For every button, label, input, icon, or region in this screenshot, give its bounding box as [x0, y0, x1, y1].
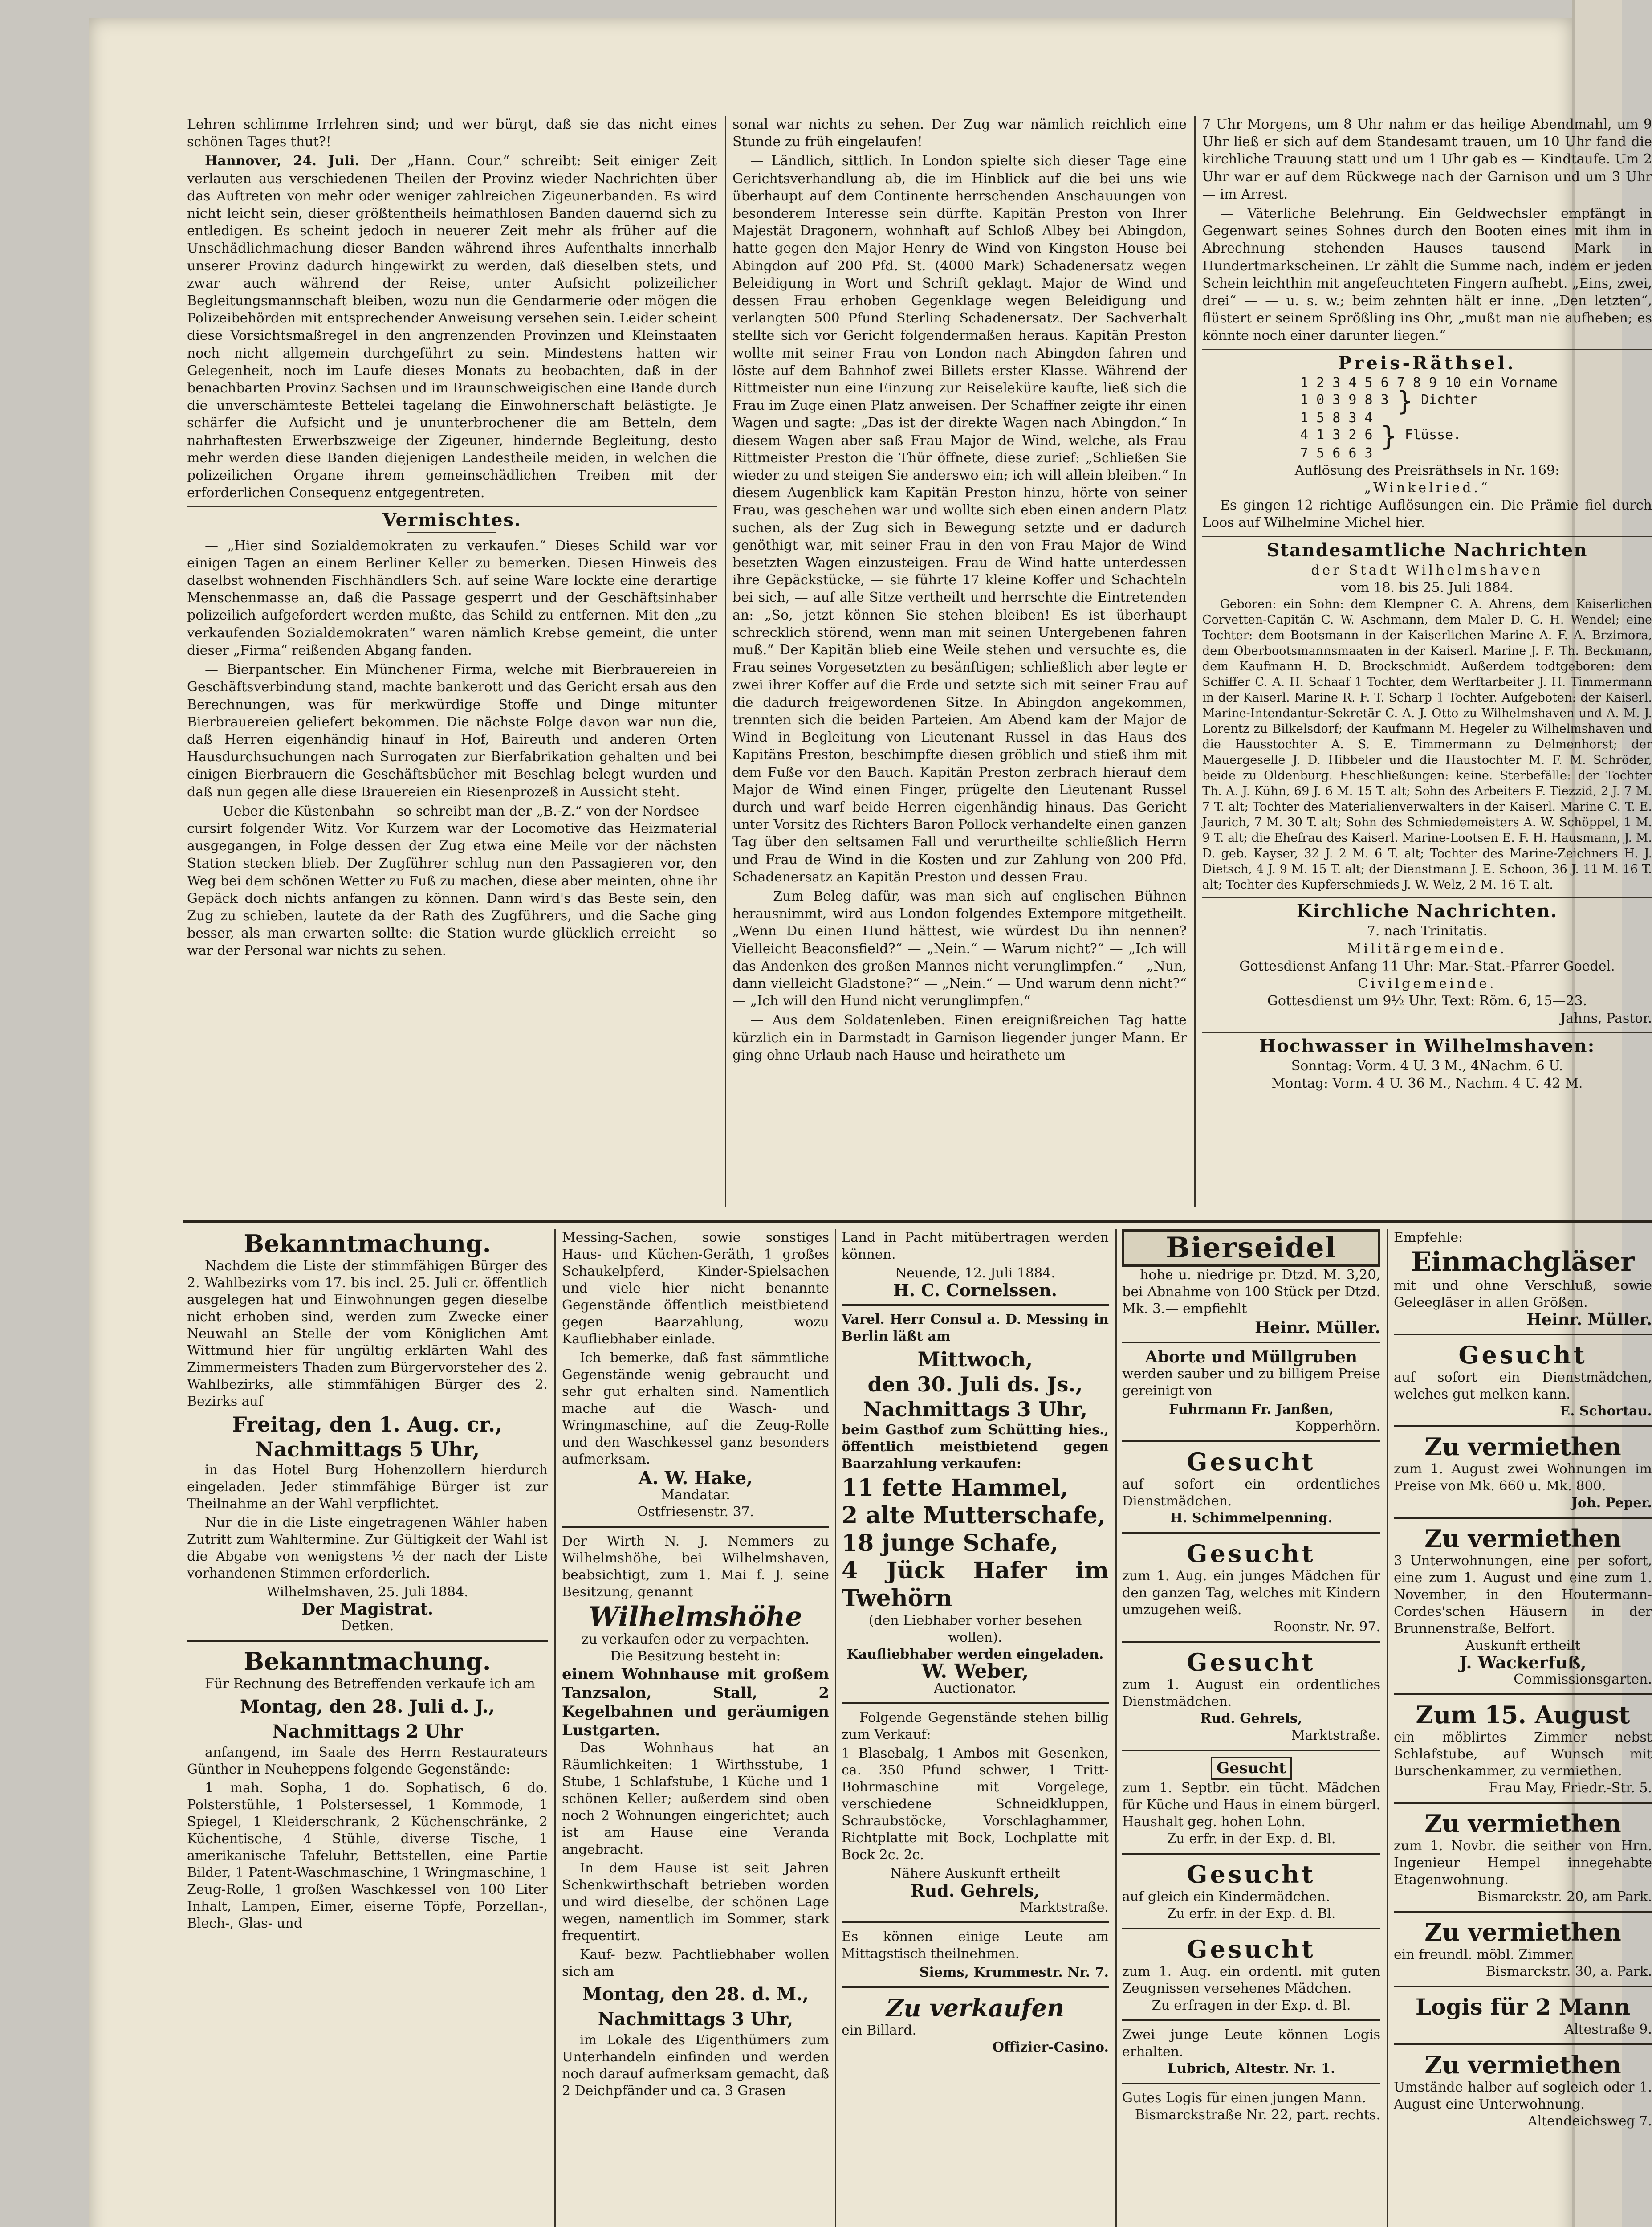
- ad-text: beim Gasthof zum Schütting hies., öffentlich meistbietend gegen Baarzahlung verkaufen:: [842, 1422, 1109, 1472]
- ad-item: 2 alte Mutterschafe,: [842, 1502, 1106, 1529]
- kirch-mil-text: Gottesdienst Anfang 11 Uhr: Mar.-Stat.-Pfarrer Goedel.: [1239, 958, 1615, 974]
- riddle-line: 1 5 8 3 4: [1300, 410, 1373, 426]
- ad-title-gesucht: Gesucht: [1187, 1448, 1316, 1476]
- ad-note: (den Liebhaber vorher besehen wollen).: [868, 1613, 1082, 1645]
- ad-name: Rud. Gehrels,: [911, 1880, 1040, 1901]
- ad-separator: [1122, 1853, 1380, 1855]
- ad-place: Wilhelmshaven, 25. Juli 1884.: [266, 1584, 468, 1600]
- ad-date: den 30. Juli ds. Js.,: [867, 1372, 1083, 1396]
- kirch-title: Kirchliche Nachrichten.: [1296, 901, 1558, 922]
- article-soldatenleben: — Aus dem Soldatenleben. Einen ereignißreichen Tag hatte kürzlich ein in Darmstadt in Garnison liegender junger Mann. Er ging ohne Urlaub nach Hause und heirathete um: [732, 1012, 1187, 1063]
- article-buehnen: — Zum Beleg dafür, was man sich auf englischen Bühnen herausnimmt, wird aus London folgendes Extempore mitgetheilt. „Wenn Du einen Hund hättest, wie würdest Du ihn nennen? Vielleicht Beaconsfield?“ — „Nein.“ — Warum nicht?“ — „Ich will das Andenken des großen Mannes nicht verunglimpfen.“ — „Nun, dann vielleicht Gladstone?“ — „Nein.“ — Und warum denn nicht?“ — „Ich will den Hund nicht verunglimpfen.“: [732, 888, 1187, 1009]
- ad-text: auf gleich ein Kindermädchen.: [1122, 1889, 1330, 1905]
- ad-title-gesucht: Gesucht: [1187, 1935, 1316, 1963]
- ad-name: Joh. Peper.: [1571, 1495, 1652, 1511]
- ad-title-bierseidel: Bierseidel: [1122, 1229, 1380, 1267]
- ad-title-aborte: Aborte und Müllgruben: [1145, 1348, 1358, 1366]
- ad-text: 1 mah. Sopha, 1 do. Sophatisch, 6 do. Polsterstühle, 1 Polstersessel, 1 Kommode, 1 Spiegel, 1 Kleiderschrank, 2 Küchenschränke, 2 Küchentische, 4 Stühle, diverse Tische, 1 amerikanische Tafeluhr, Bettstellen, eine Partie Bilder, 1 Patent-Waschmaschine, 1 Wringmaschine, 1 Zeug-Rolle, 1 großen Waschkessel von 100 Liter Inhalt, Lampen, Eimer, eiserne Töpfe, Porzellan-, Blech-, Glas- und: [187, 1780, 548, 1931]
- ad-name: H. Schimmelpenning.: [1170, 1510, 1333, 1526]
- ad-address: Kopperhörn.: [1295, 1419, 1380, 1434]
- ad-separator: [1394, 1802, 1652, 1804]
- section-title-vermischtes: Vermischtes.: [382, 510, 521, 531]
- ads-separator: [183, 1220, 1652, 1223]
- ad-text: zum 1. August zwei Wohnungen im Preise von Mk. 660 u. Mk. 800.: [1394, 1461, 1652, 1494]
- ad-text: mit und ohne Verschluß, sowie Geleegläser in allen Größen.: [1394, 1278, 1652, 1310]
- ad-name: A. W. Hake,: [638, 1468, 753, 1489]
- ad-head: Empfehle:: [1394, 1230, 1463, 1245]
- ad-separator: [187, 1640, 548, 1642]
- ad-address: Bismarckstraße Nr. 22, part. rechts.: [1135, 2107, 1380, 2123]
- ad-text: Das Wohnhaus hat an Räumlichkeiten: 1 Wirthsstube, 1 Stube, 1 Schlafstube, 1 Küche und 1 schönen Keller; außerdem sind oben noch 2 Wohnungen eingerichtet; auch ist am Hause eine Veranda angebracht.: [562, 1740, 829, 1857]
- ad-address: Zu erfr. in der Exp. d. Bl.: [1167, 1831, 1336, 1847]
- ad-text: auf sofort ein Dienstmädchen, welches gut melken kann.: [1394, 1370, 1652, 1402]
- ad-title-zu-vermiethen: Zu vermiethen: [1424, 1524, 1621, 1553]
- ad-name: J. Wackerfuß,: [1459, 1652, 1587, 1672]
- ad-text: hohe u. niedrige pr. Dtzd. M. 3,20, bei Abnahme von 100 Stück per Dtzd. Mk. 3.— empfiehlt: [1122, 1267, 1380, 1317]
- ad-signature-name: Detken.: [341, 1618, 394, 1634]
- ad-address: Bismarckstr. 30, a. Park.: [1485, 1964, 1652, 1979]
- ad-name: E. Schortau.: [1560, 1403, 1652, 1419]
- ad-day: Mittwoch,: [917, 1347, 1033, 1371]
- ad-place: Neuende, 12. Juli 1884.: [895, 1265, 1055, 1281]
- ad-text: Kauf- bezw. Pachtliebhaber wollen sich am: [562, 1947, 829, 1979]
- ad-text: ein Billard.: [842, 2023, 917, 2038]
- ads-column-b: [562, 1229, 829, 2227]
- kirch-civ: Civilgemeinde.: [1358, 976, 1497, 992]
- ad-address: Zu erfr. in der Exp. d. Bl.: [1167, 1906, 1336, 1921]
- ad-address: Bismarckstr. 20, am Park.: [1477, 1889, 1652, 1905]
- column-1: [187, 116, 717, 1207]
- divider: [1202, 536, 1652, 537]
- ad-text: ein freundl. möbl. Zimmer.: [1394, 1947, 1575, 1962]
- ad-title-bekanntmachung: Bekanntmachung.: [244, 1647, 491, 1676]
- article-bierpantscher: — Bierpantscher. Ein Münchener Firma, welche mit Bierbrauereien in Geschäftsverbindung stand, machte bankerott und das Gericht ersah aus den Berechnungen, was für merkwürdige Stoffe und Dinge mitunter Bierbrauereien geliefert bekommen. Die nächste Folge davon war nun die, daß Herren eigenhändig hinauf in Hof, Baireuth und anderen Orten Hausdurchsuchungen nach Surrogaten zur Bierfabrikation gehalten und bei einigen Bierbrauern die Geschäftsbücher mit Beschlag belegt wurden und daß nun gegen alle diese Brauereien ein Riesenprozeß in Aussicht steht.: [187, 662, 717, 800]
- standes-text: Geboren: ein Sohn: dem Klempner C. A. Ahrens, dem Kaiserlichen Corvetten-Capitän C. W. Aschmann, dem Maler D. G. H. Wendel; eine Tochter: dem Bootsmann in der Kaiserlichen Marine A. F. A. Brzimora, dem Oberbootsmannsmaaten in der Kaiserl. Marine J. F. Th. Beckmann, dem Kaufmann H. D. Brockschmidt. Außerdem todtgeboren: dem Schiffer C. A. H. Schaaf 1 Tochter, dem Werftarbeiter J. H. Timmermann in der Kaiserl. Marine R. F. T. Scharp 1 Tochter. Aufgeboten: der Kaiserl. Marine-Intendantur-Sekretär C. A. J. Otto zu Wilhelmshaven und A. M. J. Lorentz zu Bilkelsdorf; der Kaufmann M. Hegeler zu Wilhelmshaven und die Hausstochter A. S. E. Timmermann zu Delmenhorst; der Mauergeselle J. D. Hibbeler und die Haustochter M. F. M. Schröder, beide zu Oldenburg. Eheschließungen: keine. Sterbefälle: der Tochter Th. A. J. Kühn, 69 J. 6 M. 15 T. alt; Sohn des Arbeiters F. Tiezzid, 2 J. 7 M. 7 T. alt; Tochter des Materialienverwalters in der Kaiserl. Marine C. T. E. Jaurich, 7 M. 30 T. alt; Sohn des Schmiedemeisters A. W. Schöppel, 1 M. 9 T. alt; die Ehefrau des Kaiserl. Marine-Lootsen E. F. H. Hausmann, J. M. D. geb. Kayser, 32 J. 2 M. 6 T. alt; Tochter des Marine-Zeichners H. J. Dietsch, 4 J. 9 M. 15 T. alt; der Dienstmann J. E. Schoon, 36 J. 11 M. 16 T. alt; Tochter des Kupferschmieds J. W. Welz, 2 M. 16 T. alt.: [1202, 597, 1652, 892]
- column-3: [1202, 116, 1652, 1207]
- ad-separator: [842, 1986, 1109, 1988]
- ad-title-logis: Logis für 2 Mann: [1415, 1994, 1631, 2020]
- ad-item: 11 fette Hammel,: [842, 1474, 1068, 1501]
- ad-text: zum 1. Novbr. die seither von Hrn. Ingenieur Hempel innegehabte Etagenwohnung.: [1394, 1838, 1652, 1888]
- ad-name: Heinr. Müller.: [1255, 1318, 1380, 1337]
- ad-text: ein möblirtes Zimmer nebst Schlafstube, auf Wunsch mit Burschenkammer, zu vermiethen.: [1394, 1729, 1652, 1779]
- ad-title-bekanntmachung: Bekanntmachung.: [244, 1229, 491, 1258]
- ad-title-gesucht: Gesucht: [1187, 1648, 1316, 1676]
- ad-separator: [1394, 1517, 1652, 1519]
- article-kuestenbahn: — Ueber die Küstenbahn — so schreibt man der „B.-Z.“ von der Nordsee — cursirt folgender Witz. Vor Kurzem war der Locomotive das Heizmaterial ausgegangen, in Folge dessen der Zug etwa eine Meile vor der nächsten Station stecken blieb. Der Zugführer schlug nun den Passagieren vor, den Weg bei dem schönen Wetter zu Fuß zu machen, diese aber meinten, ohne ihr Gepäck doch nichts anfangen zu können. Dann wird's das Beste sein, den Zug zu schieben, lautete da der Rath des Zugführers, und die Sache ging besser, als man erwarten sollte: die Station wurde glücklich erreicht — so war der Personal war nichts zu sehen.: [187, 803, 717, 959]
- ad-text: werden sauber und zu billigem Preise gereinigt von: [1122, 1366, 1380, 1399]
- ad-text: Die Besitzung besteht in:: [610, 1648, 781, 1664]
- ad-text: Land in Pacht mitübertragen werden können.: [842, 1230, 1109, 1262]
- ad-address: Ostfriesenstr. 37.: [637, 1504, 754, 1520]
- ad-text: In dem Hause ist seit Jahren Schenkwirthschaft betrieben worden und wird dieselbe, der schönen Lage wegen, namentlich im Sommer, stark frequentirt.: [562, 1860, 829, 1944]
- ad-separator: [1122, 1750, 1380, 1751]
- kirch-mil: Militärgemeinde.: [1347, 941, 1507, 957]
- kirch-civ-text: Gottesdienst um 9½ Uhr. Text: Röm. 6, 15—23.: [1267, 993, 1587, 1009]
- ad-text: Kaufliebhaber werden eingeladen.: [846, 1647, 1104, 1662]
- divider: [187, 506, 717, 507]
- riddle-grid: [1202, 375, 1652, 462]
- newspaper-page: [89, 18, 1652, 2227]
- divider: [1202, 349, 1652, 350]
- ad-separator: [842, 1702, 1109, 1704]
- ad-signature: Der Magistrat.: [301, 1600, 433, 1619]
- ad-name: H. C. Cornelssen.: [893, 1280, 1058, 1300]
- ad-item: 4 Jück Hafer im Twehörn: [842, 1557, 1109, 1612]
- ad-text: 3 Unterwohnungen, eine per sofort, eine zum 1. August und eine zum 1. November, in den Houtermann-Cordes'schen Häusern in der Brunnenstraße, Belfort.: [1394, 1553, 1652, 1636]
- ad-text: anfangend, im Saale des Herrn Restaurateurs Günther in Neuheppens folgende Gegenstände:: [187, 1745, 548, 1777]
- hochwasser-line-1: Sonntag: Vorm. 4 U. 3 M., 4Nachm. 6 U.: [1291, 1058, 1563, 1074]
- kirch-pastor: Jahns, Pastor.: [1560, 1011, 1652, 1027]
- ad-title-gesucht: Gesucht: [1122, 1757, 1380, 1780]
- ad-text: Es können einige Leute am Mittagstisch theilnehmen.: [842, 1929, 1109, 1962]
- riddle-line: 1 0 3 9 8 3 } Dichter: [1300, 385, 1477, 417]
- ad-text: zum 1. August ein ordentliches Dienstmädchen.: [1122, 1677, 1380, 1709]
- ad-text: Umstände halber auf sogleich oder 1. August eine Unterwohnung.: [1394, 2080, 1652, 2112]
- riddle-solution: Auflösung des Preisräthsels in Nr. 169:: [1294, 462, 1560, 478]
- ad-text: Nachdem die Liste der stimmfähigen Bürger des 2. Wahlbezirks vom 17. bis incl. 25. Juli cr. öffentlich ausgelegen hat und Einwohnungen gegen dieselbe nicht erhoben sind, werden zum Zwecke einer Neuwahl an Stelle der vom Königlichen Amt Wittmund hier für ungültig erklärten Wahl des Zimmermeisters Thaden zum Bürgervorsteher des 2. Wahlbezirks, alle stimmfähigen Bürger des 2. Bezirks auf: [187, 1258, 548, 1409]
- ad-separator: [1394, 1693, 1652, 1695]
- ad-date: Montag, den 28. Juli d. J.,: [240, 1696, 495, 1717]
- ad-address: Altendeichsweg 7.: [1527, 2113, 1652, 2129]
- ad-name: Fuhrmann Fr. Janßen,: [1169, 1402, 1334, 1417]
- ads-rule: [835, 1229, 836, 2227]
- ad-time: Nachmittags 3 Uhr,: [598, 2009, 793, 2030]
- ad-separator: [1122, 2083, 1380, 2084]
- column-rule: [1194, 116, 1196, 1207]
- ad-text: Auskunft ertheilt: [1465, 1638, 1581, 1653]
- ads-rule: [1387, 1229, 1388, 2227]
- ad-text: in das Hotel Burg Hohenzollern hierdurch eingeladen. Jeder stimmfähige Bürger ist zur Theilnahme an der Wahl verpflichtet.: [187, 1462, 548, 1512]
- ads-column-e: [1394, 1229, 1652, 2227]
- ad-time: Nachmittags 5 Uhr,: [255, 1437, 480, 1461]
- ad-address: Marktstraße.: [1291, 1728, 1380, 1743]
- ad-title-zu-vermiethen: Zu vermiethen: [1424, 1432, 1621, 1461]
- article-belehrung: — Väterliche Belehrung. Ein Geldwechsler empfängt in Gegenwart seines Sohnes durch den Booten eines mit ihm in Abrechnung stehenden Hauses tausend Mark in Hundertmarkscheinen. Er zählt die Summe nach, indem er jeden Schein leichthin mit angefeuchteten Fingern aufhebt. „Eins, zwei, drei“ — — u. s. w.; beim zehnten hält er inne. „Den letzten“, flüstert er seinem Sprößling ins Ohr, „mußt man nie aufheben; es könnte noch einer darunter liegen.“: [1202, 206, 1652, 344]
- column-rule: [725, 116, 726, 1207]
- ad-separator: [842, 1304, 1109, 1306]
- ad-separator: [842, 1921, 1109, 1923]
- ad-text: zum 1. Aug. ein ordentl. mit guten Zeugnissen versehenes Mädchen.: [1122, 1964, 1380, 1996]
- ad-separator: [1122, 2019, 1380, 2021]
- kirch-subtitle: 7. nach Trinitatis.: [1367, 923, 1488, 939]
- ad-name: Heinr. Müller.: [1526, 1310, 1652, 1329]
- ad-name: Offizier-Casino.: [992, 2039, 1109, 2055]
- hochwasser-title: Hochwasser in Wilhelmshaven:: [1259, 1035, 1595, 1056]
- ad-date: Montag, den 28. d. M.,: [582, 1984, 809, 2005]
- ad-title-zum-15-august: Zum 15. August: [1416, 1701, 1630, 1729]
- riddle-note: Es gingen 12 richtige Auflösungen ein. Die Prämie fiel durch Loos auf Wilhelmine Michel hier.: [1202, 498, 1652, 531]
- ad-time: Nachmittags 3 Uhr,: [863, 1397, 1088, 1421]
- riddle-line: 1 2 3 4 5 6 7 8 9 10 ein Vorname: [1300, 375, 1558, 391]
- ad-title-zu-vermiethen: Zu vermiethen: [1424, 1918, 1621, 1946]
- ad-separator: [1394, 1334, 1652, 1335]
- ad-separator: [1122, 1440, 1380, 1442]
- ad-emphasis: einem Wohnhause mit großem Tanzsalon, Stall, 2 Kegelbahnen und geräumigen Lustgarten.: [562, 1665, 829, 1739]
- ad-title-gesucht: Gesucht: [1187, 1539, 1316, 1568]
- article-soldatenleben-continued: 7 Uhr Morgens, um 8 Uhr nahm er das heilige Abendmahl, um 9 Uhr ließ er sich auf dem Standesamt trauen, um 10 Uhr fand die kirchliche Trauung statt und um 1 Uhr gab es — Kindtaufe. Um 2 Uhr war er auf dem Rückwege nach der Garnison und um 3 Uhr — im Arrest.: [1202, 117, 1652, 202]
- standes-title: Standesamtliche Nachrichten: [1266, 539, 1588, 561]
- divider: [1202, 897, 1652, 898]
- ads-rule: [554, 1229, 556, 2227]
- ad-role: Mandatar.: [661, 1487, 730, 1503]
- ad-text: Nähere Auskunft ertheilt: [890, 1866, 1060, 1881]
- ad-text: Für Rechnung des Betreffenden verkaufe ich am: [205, 1676, 535, 1692]
- standes-period: vom 18. bis 25. Juli 1884.: [1341, 580, 1514, 596]
- ad-item: 18 junge Schafe,: [842, 1530, 1058, 1557]
- ad-text: zum 1. Aug. ein junges Mädchen für den ganzen Tag, welches mit Kindern umzugehen weiß.: [1122, 1568, 1380, 1618]
- divider: [1202, 1032, 1652, 1033]
- ad-text: zum 1. Septbr. ein tücht. Mädchen für Küche und Haus in einem bürgerl. Haushalt geg. hohen Lohn.: [1122, 1780, 1380, 1830]
- ad-title-zu-vermiethen: Zu vermiethen: [1424, 2051, 1621, 2079]
- ad-text: Gutes Logis für einen jungen Mann.: [1122, 2090, 1366, 2106]
- hannover-article: Hannover, 24. Juli. Der „Hann. Cour.“ schreibt: Seit einiger Zeit verlauten aus verschiedenen Theilen der Provinz wieder Nachrichten über das Auftreten von mehr oder weniger zahlreichen Zigeunerbanden. Es wird nicht leicht sein, dieser größtentheils heimathlosen Banden dauernd sich zu entledigen. Es scheint jedoch in neuerer Zeit mehr als früher auf die Unschädlichmachung dieser Banden während ihres Aufenthalts innerhalb unserer Provinz dadurch hingewirkt zu werden, daß dieselben stets, und zwar auch während der Reise, unter Aufsicht polizeilicher Begleitungsmannschaft bleiben, wozu nun die Gendarmerie oder mögen die Polizeibehörden mit entsprechender Anweisung versehen sein. Leider scheint diese Vorsichtsmaßregel in den angrenzenden Provinzen und Kleinstaaten noch nicht allgemein durchgeführt zu sein. Mindestens hatten wir Gelegenheit, noch im Laufe dieses Monats zu beobachten, daß in der benachbarten Provinz Sachsen und im Braunschweigischen eine Bande durch die unverschämteste Bettelei tagelang die Einwohnerschaft belästigte. Je schärfer die Aufsicht und je ununterbrochener die am Betteln, dem nahrhaftesten Erwerbszweige der Zigeuner, hindernde Begleitung, desto mehr werden diese Banden diejenigen Landestheile meiden, in welchen die polizeilichen Organe ihrem gemeinschädlichen Treiben mit der erforderlichen Consequenz entgegentreten.: [187, 153, 717, 501]
- ad-title-einmachglaeser: Einmachgläser: [1411, 1246, 1635, 1277]
- ad-title-zu-vermiethen: Zu vermiethen: [1424, 1809, 1621, 1838]
- ad-separator: [1122, 1342, 1380, 1343]
- riddle-title: Preis-Räthsel.: [1338, 352, 1516, 374]
- ad-title-gesucht: Gesucht: [1187, 1860, 1316, 1888]
- ad-name: Rud. Gehrels,: [1200, 1711, 1302, 1726]
- ad-text: Zwei junge Leute können Logis erhalten.: [1122, 2027, 1380, 2060]
- ad-address: Altestraße 9.: [1564, 2022, 1652, 2037]
- ad-date: Freitag, den 1. Aug. cr.,: [232, 1412, 503, 1436]
- ad-text: Nur die in die Liste eingetragenen Wähler haben Zutritt zum Wahltermine. Zur Gültigkeit der Wahl ist die Abgabe von wenigstens ⅓ der nach der Liste vorhandenen Stimmen erforderlich.: [187, 1515, 548, 1581]
- ad-name: W. Weber,: [921, 1660, 1029, 1683]
- ad-address: Marktstraße.: [1019, 1900, 1109, 1915]
- ads-rule: [1115, 1229, 1117, 2227]
- article-laendlich: — Ländlich, sittlich. In London spielte sich dieser Tage eine Gerichtsverhandlung ab, die im Hinblick auf die bei uns wie überhaupt auf dem Continente herrschenden Anschauungen von besonderem Interesse sein dürfte. Kapitän Preston von Ihrer Majestät Dragonern, wohnhaft auf Schloß Albey bei Abingdon, hatte gegen den Major Henry de Wind von Kingston House bei Abingdon auf 200 Pfd. St. (4000 Mark) Schadenersatz wegen Beleidigung in Wort und Schrift geklagt. Major de Wind und dessen Frau erhoben Gegenklage wegen Beleidigung und verlangten 500 Pfund Sterling Schadenersatz. Der Sachverhalt stellte sich vor Gericht folgendermaßen heraus. Kapitän Preston wollte mit seiner Frau von London nach Abingdon fahren und löste auf dem Bahnhof zwei Billets erster Klasse. Während der Rittmeister nun eine Einzung zur Reiseleküre kaufte, ließ sich die Frau im Zuge einen Platz anweisen. Der Schaffner zeigte ihr einen Wagen und sagte: „Das ist der direkte Wagen nach Abingdon.“ In diesem Wagen aber saß Frau Major de Wind, welche, als Frau Rittmeister Preston die Thür öffnete, diese zurief: „Schließen Sie wieder zu und steigen Sie anderswo ein; ich will allein bleiben.“ In diesem Augenblick kam Kapitän Preston hinzu, hörte von seiner Frau, was geschehen war und wollte sich eben einen andern Platz suchen, als der Zug sich in Bewegung setzte und er dadurch genöthigt war, mit seiner Frau in den von Frau Major de Wind besetzten Wagen einzusteigen. Frau de Wind hatte unterdessen ihre Gepäckstücke, — sie führte 17 kleine Koffer und Schachteln bei sich, — auf alle Sitze vertheilt und herrschte die Eintretenden an: „So, jetzt können Sie stehen bleiben! Es ist überhaupt schrecklich störend, wenn man mit seinen Untergebenen fahren muß.“ Der Kapitän blieb eine Weile stehen und versuchte es, die Frau seines Vorgesetzten zu besänftigen; schließlich aber legte er zwei ihrer Koffer auf die Erde und setzte sich mit seiner Frau auf die dadurch freigewordenen Sitze. In Abingdon angekommen, trennten sich die beiden Parteien. Am Abend kam der Major de Wind in Begleitung von Lieutenant Russel in das Haus des Kapitäns Preston, beschimpfte diesen gröblich und stieß ihm mit dem Fuße vor den Bauch. Kapitän Preston zerbrach hierauf dem Major de Wind einen Finger, prügelte den Lieutenant Russel durch und warf beide Herren eigenhändig hinaus. Das Gericht unter Vorsitz des Richters Baron Pollock verhandelte einen ganzen Tag über den seltsamen Fall und verurtheilte schließlich Herrn und Frau de Wind in die Kosten und zur Zahlung von 200 Pfd. Schadenersatz an Kapitän Preston und dessen Frau.: [732, 153, 1187, 885]
- ad-subtitle: zu verkaufen oder zu verpachten.: [582, 1632, 810, 1647]
- ad-name: Frau May, Friedr.-Str. 5.: [1489, 1780, 1652, 1796]
- riddle-solution-word: „Winkelried.“: [1364, 480, 1490, 496]
- riddle-line: 4 1 3 2 6 } Flüsse.: [1300, 420, 1461, 452]
- ad-separator: [1122, 1532, 1380, 1534]
- divider: [407, 532, 496, 533]
- ad-title-gesucht: Gesucht: [1458, 1341, 1587, 1369]
- column-2: [732, 116, 1187, 1207]
- intro-text: Lehren schlimme Irrlehren sind; und wer bürgt, daß sie das nicht eines schönen Tages thut?!: [187, 117, 717, 150]
- ad-text: 1 Blasebalg, 1 Ambos mit Gesenken, ca. 350 Pfund schwer, 1 Tritt-Bohrmaschine mit Vorgelege, verschiedene Schneidkluppen, Schraubstöcke, Vorschlaghammer, Richtplatte mit Bock, Lochplatte mit Bock 2c. 2c.: [842, 1746, 1109, 1863]
- ad-text: im Lokale des Eigenthümers zum Unterhandeln einfinden und werden noch darauf aufmerksam gemacht, daß 2 Deichpfänder und ca. 3 Grasen: [562, 2032, 829, 2099]
- ad-separator: [562, 1526, 829, 1528]
- ad-role: Commissionsgarten.: [1514, 1672, 1652, 1687]
- ad-separator: [1394, 1425, 1652, 1427]
- ad-time: Nachmittags 2 Uhr: [272, 1721, 463, 1742]
- ad-title-wilhelmshoehe: Wilhelmshöhe: [589, 1601, 802, 1632]
- ad-address: Roonstr. Nr. 97.: [1274, 1619, 1380, 1635]
- article-continued: sonal war nichts zu sehen. Der Zug war nämlich reichlich eine Stunde zu früh eingelaufen!: [732, 117, 1187, 150]
- ad-text: Folgende Gegenstände stehen billig zum Verkauf:: [842, 1710, 1109, 1742]
- hochwasser-line-2: Montag: Vorm. 4 U. 36 M., Nachm. 4 U. 42 M.: [1271, 1076, 1583, 1092]
- standes-subtitle: der Stadt Wilhelmshaven: [1311, 562, 1543, 578]
- ad-text: Varel. Herr Consul a. D. Messing in Berlin läßt am: [842, 1312, 1109, 1344]
- ad-text: Ich bemerke, daß fast sämmtliche Gegenstände wenig gebraucht und sehr gut erhalten sind. Namentlich mache auf die Wasch- und Wringmaschine, auf die Zeug-Rolle und den Waschkessel ganz besonders aufmerksam.: [562, 1350, 829, 1467]
- ad-role: Auctionator.: [934, 1680, 1017, 1696]
- ad-address: Zu erfragen in der Exp. d. Bl.: [1152, 1998, 1351, 2013]
- article-sozialdemokraten: — „Hier sind Sozialdemokraten zu verkaufen.“ Dieses Schild war vor einigen Tagen an einem Berliner Keller zu bemerken. Diesen Hinweis des daselbst wohnenden Fischhändlers Sch. auf seine Ware lockte eine derartige Menschenmasse an, daß die Passage gesperrt und der Geschäftsinhaber polizeilich aufgefordert werden mußte, das Schild zu entfernen. Mit den „zu verkaufenden Sozialdemokraten“ waren nämlich Krebse gemeint, die unter dieser „Firma“ reißenden Abgang fanden.: [187, 538, 717, 658]
- ad-title-zu-verkaufen: Zu verkaufen: [886, 1994, 1065, 2022]
- ads-column-c: [842, 1229, 1109, 2227]
- ad-name: Lubrich, Altestr. Nr. 1.: [1167, 2061, 1335, 2076]
- ad-separator: [1122, 1641, 1380, 1643]
- ad-separator: [1394, 2043, 1652, 2045]
- ad-separator: [1394, 1911, 1652, 1913]
- ad-text: Messing-Sachen, sowie sonstiges Haus- und Küchen-Geräth, 1 großes Schaukelpferd, Kinder-Spielsachen und viele hier nicht benannte Gegenstände öffentlich meistbietend gegen Baarzahlung, wozu Kaufliebhaber einlade.: [562, 1230, 829, 1347]
- ad-text: auf sofort ein ordentliches Dienstmädchen.: [1122, 1477, 1380, 1509]
- ad-name: Siems, Krummestr. Nr. 7.: [919, 1965, 1109, 1980]
- riddle-line: 7 5 6 6 3: [1300, 445, 1373, 461]
- ads-column-a: [187, 1229, 548, 2227]
- ad-text: Der Wirth N. J. Nemmers zu Wilhelmshöhe, bei Wilhelmshaven, beabsichtigt, zum 1. Mai f. J. seine Besitzung, genannt: [562, 1534, 829, 1600]
- ad-separator: [1122, 1928, 1380, 1929]
- ads-column-d: [1122, 1229, 1380, 2227]
- ad-separator: [1394, 1986, 1652, 1987]
